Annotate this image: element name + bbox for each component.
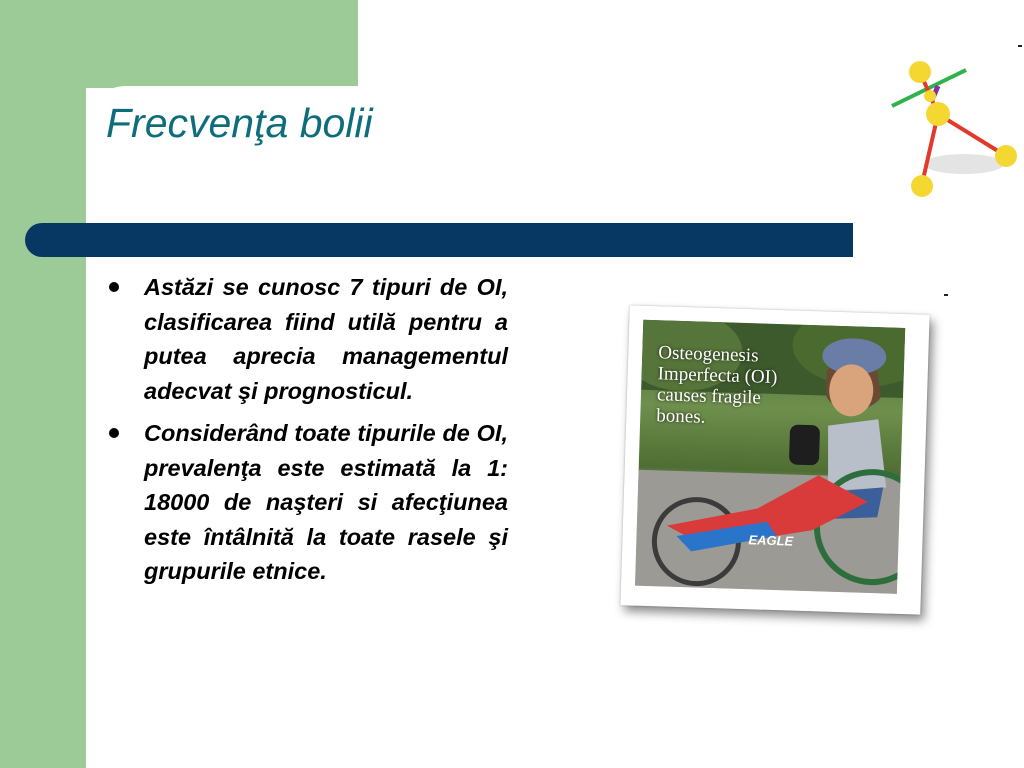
bullet-item bbox=[106, 416, 508, 589]
bullet-text: Astăzi se cunosc 7 tipuri de OI, clasificarea fiind utilă pentru a putea aprecia managementul adecvat şi prognosticul. bbox=[144, 274, 508, 404]
top-green-band bbox=[0, 0, 358, 88]
decorative-mark bbox=[944, 294, 948, 296]
photo-caption bbox=[656, 342, 839, 432]
bullet-dot-icon bbox=[109, 282, 119, 292]
photo-frame bbox=[620, 305, 929, 614]
left-green-band bbox=[0, 0, 86, 768]
title-divider-bar bbox=[25, 223, 853, 257]
slide-title: Frecvenţa bolii bbox=[106, 100, 373, 146]
bike-brand-label: EAGLE bbox=[748, 532, 794, 549]
caption-line: bones. bbox=[656, 405, 706, 428]
caption-line: Imperfecta (OI) bbox=[657, 363, 778, 389]
bullet-item bbox=[106, 270, 508, 408]
molecule-icon bbox=[886, 56, 1022, 206]
oi-photo bbox=[635, 320, 905, 594]
decorative-mark bbox=[1018, 45, 1022, 47]
content-area-edge bbox=[126, 86, 358, 88]
bullet-text: Considerând toate tipurile de OI, prevalenţa este estimată la 1: 18000 de naşteri si afecţiunea este întâlnită la toate rasele şi grupurile etnice. bbox=[144, 420, 508, 584]
caption-line: Osteogenesis bbox=[657, 342, 759, 367]
bullet-list bbox=[106, 270, 508, 597]
bullet-dot-icon bbox=[109, 428, 119, 438]
caption-line: causes fragile bbox=[656, 384, 762, 409]
